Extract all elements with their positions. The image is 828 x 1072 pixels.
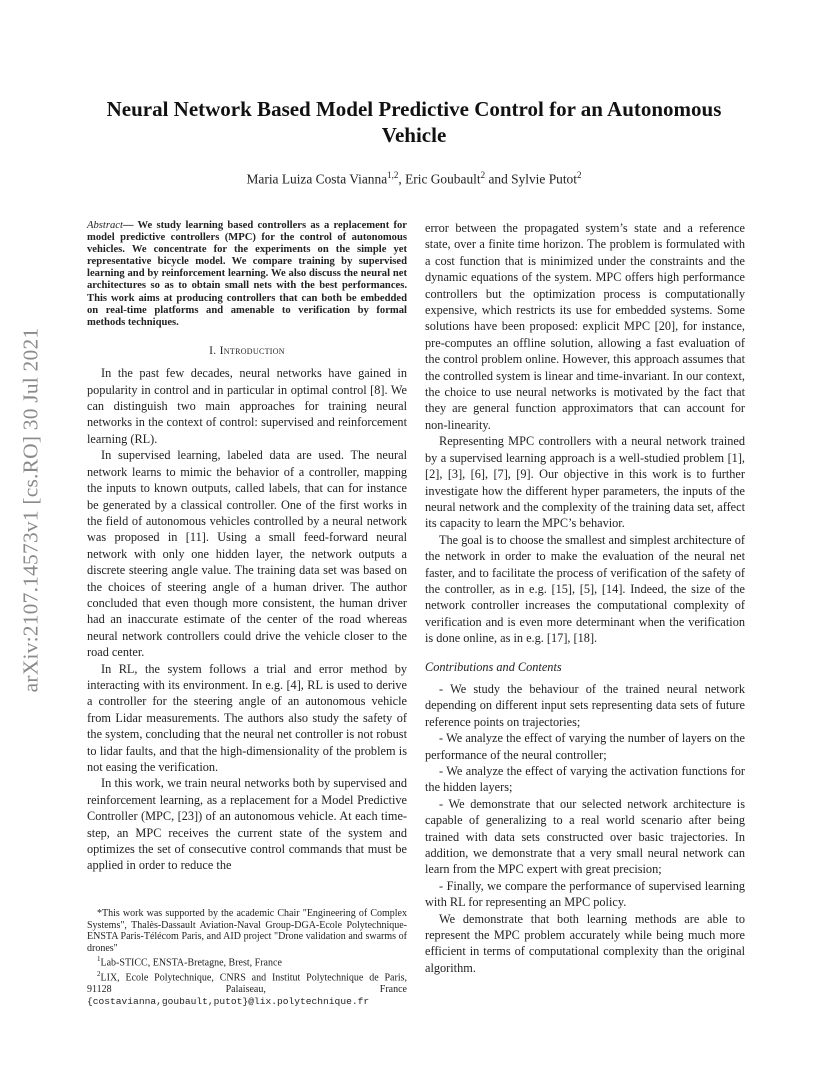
paragraph: Representing MPC controllers with a neural network trained by a supervised learning approach is a well-studied problem [1], [2], [3], [6], [7], [9]. Our objective in this work is to further investigate how the different hyper parameters, the inputs of the neural network and the complexity of the training data set, affect its capacity to learn the MPC’s behavior. bbox=[425, 434, 745, 531]
author-emails: {costavianna,goubault,putot}@lix.polytechnique.fr bbox=[87, 995, 370, 1007]
author-2: Eric Goubault bbox=[405, 171, 481, 187]
abstract-label: Abstract bbox=[87, 220, 123, 231]
contribution-item: - We study the behaviour of the trained neural network depending on different input sets representing data sets of future reference points on trajectories; bbox=[425, 681, 745, 729]
footnote-affiliation-1 bbox=[87, 954, 407, 969]
paragraph: In RL, the system follows a trial and error method by interacting with its environment. In e.g. [4], RL is used to derive a controller for the steering angle of an autonomous vehicle from Lidar measurements. The authors also study the safety of the system, concluding that the neural net controller is not robust to lidar faults, and that the high-dimensionality of the problem is not easing the verification. bbox=[87, 661, 407, 774]
footnote-funding: *This work was supported by the academic Chair "Engineering of Complex Systems", Thalès-Dassault Aviation-Naval Group-DGA-Ecole Polytechnique-ENSTA Paris-Télécom Paris, and AID project "Drone validation and swarms of drones" bbox=[87, 908, 407, 954]
left-column bbox=[87, 220, 407, 874]
author-2-affil: 2 bbox=[480, 170, 486, 180]
contribution-item: - Finally, we compare the performance of supervised learning with RL for representing an MPC policy. bbox=[425, 878, 745, 910]
author-3: Sylvie Putot bbox=[511, 171, 577, 187]
author-3-affil: 2 bbox=[576, 170, 582, 180]
paragraph: In the past few decades, neural networks have gained in popularity in control and in particular in optimal control [8]. We can distinguish two main approaches for training neural networks in the context of control: supervised and reinforcement learning (RL). bbox=[87, 366, 407, 446]
author-1-affil: 1,2 bbox=[387, 170, 399, 180]
paper-title: Neural Network Based Model Predictive Control for an Autonomous Vehicle bbox=[106, 97, 722, 147]
contribution-item: - We analyze the effect of varying the number of layers on the performance of the neural controller; bbox=[425, 731, 745, 762]
contribution-item: - We analyze the effect of varying the activation functions for the hidden layers; bbox=[425, 764, 745, 795]
author-separator: , bbox=[398, 171, 406, 187]
author-line bbox=[80, 170, 748, 187]
author-separator: and bbox=[485, 171, 512, 187]
paragraph: The goal is to choose the smallest and simplest architecture of the network in order to make the evaluation of the neural net faster, and to facilitate the process of verification of the safety of the controller, as in e.g. [15], [5], [14]. Indeed, the size of the network controller increases the computational complexity of verification and is even more determinant when the verification is done online, as in e.g. [17], [18]. bbox=[425, 532, 745, 646]
arxiv-stamp-text: arXiv:2107.14573v1 [cs.RO] 30 Jul 2021 bbox=[18, 327, 43, 693]
paragraph: error between the propagated system’s state and a reference state, over a finite time horizon. The problem is formulated with a cost function that is minimized under the constraints and the dynamic equations of the system. MPC offers high performance controllers but the optimization process is computationally expensive, which restricts its use for embedded systems. Some solutions have been proposed: explicit MPC [20], for instance, pre-computes an offline solution, allowing a fast evaluation of the control problem online. However, this approach assumes that the controlled system is linear and time-invariant. In our context, the choice to use neural networks is motivated by the fact that they are general function approximators that can account for non-linearity. bbox=[425, 221, 745, 432]
abstract bbox=[87, 220, 407, 329]
author-1: Maria Luiza Costa Vianna bbox=[246, 171, 388, 187]
abstract-text: We study learning based controllers as a replacement for model predictive controllers (MPC) for the control of autonomous vehicles. We concentrate for the experiments on the simple yet representative bicycle model. We compare training by supervised learning and by reinforcement learning. We also discuss the neural net architectures so as to obtain small nets with the best performances. This work aims at producing controllers that can both be embedded on real-time platforms and amenable to verification by formal methods techniques. bbox=[87, 220, 407, 328]
contribution-item: - We demonstrate that our selected network architecture is capable of generalizing to a real world scenario after being trained with data sets constructed over basic trajectories. In addition, we demonstrate that a very small neural network can learn from the MPC expert with great precision; bbox=[425, 796, 745, 877]
footnote-marker: 1 bbox=[97, 955, 101, 964]
footnote-text: LIX, Ecole Polytechnique, CNRS and Institut Polytechnique de Paris, 91128 Palaiseau, France bbox=[87, 972, 407, 996]
paragraph: In this work, we train neural networks both by supervised and reinforcement learning, as a replacement for a Model Predictive Controller (MPC, [23]) of an autonomous vehicle. At each time-step, an MPC receives the current state of the system and optimizes the set of consecutive control commands that must be applied in order to reduce the bbox=[87, 776, 407, 873]
subsection-heading-contributions: Contributions and Contents bbox=[425, 659, 562, 674]
section-heading-introduction: I. Introduction bbox=[209, 343, 285, 357]
paragraph: We demonstrate that both learning methods are able to represent the MPC problem accurately while being much more efficient in terms of computational complexity than the original algorithm. bbox=[425, 911, 745, 975]
abstract-dash: — bbox=[122, 220, 134, 231]
footnote-text: Lab-STICC, ENSTA-Bretagne, Brest, France bbox=[100, 957, 282, 969]
right-column bbox=[425, 220, 745, 976]
paragraph: In supervised learning, labeled data are used. The neural network learns to mimic the behavior of a controller, mapping the inputs to known outputs, called labels, that can for instance be generated by a classical controller. One of the first works in the field of autonomous vehicles controlled by a neural network was proposed in [11]. Using a small feed-forward neural network with only one hidden layer, the network outputs a discrete steering angle value. The training data set was based on the choices of steering angle of a human driver. The author concluded that even though more consistent, the human driver had an inaccurate estimate of the center of the road whereas neural network controllers could drive the vehicle closer to the road center. bbox=[87, 448, 407, 660]
arxiv-stamp bbox=[14, 290, 48, 730]
footnotes bbox=[87, 908, 407, 1007]
footnote-marker: 2 bbox=[97, 970, 101, 979]
footnote-affiliation-2 bbox=[87, 969, 407, 1007]
